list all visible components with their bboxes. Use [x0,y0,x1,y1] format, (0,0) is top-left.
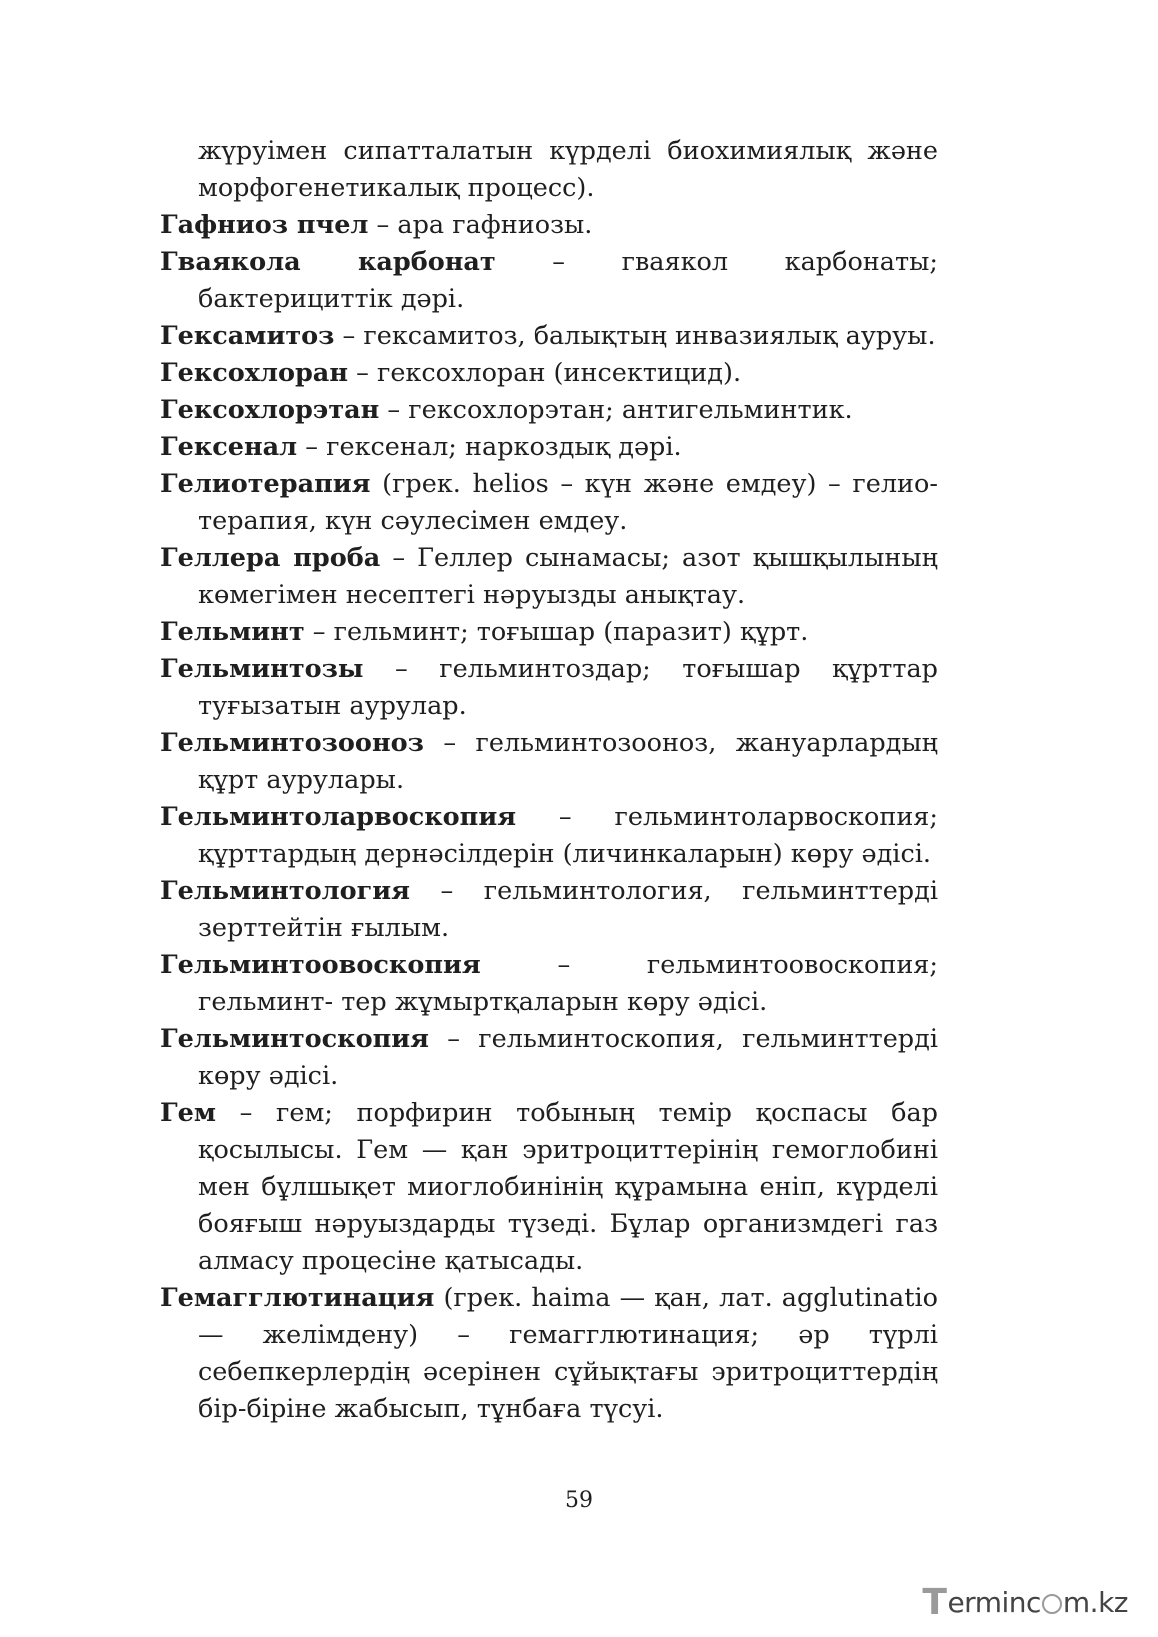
entry-term: Гемагглютинация [160,1283,435,1313]
entry-term: Гексенал [160,432,298,462]
entry-geksohloretan [160,392,938,429]
entry-term: Гельминтология [160,876,411,906]
entry-text: – гельминт; тоғышар (паразит) құрт. [304,617,809,647]
entry-term: Гелиотерапия [160,469,371,499]
entry-gem [160,1095,938,1280]
entry-text: – гексохлоран (инсектицид). [348,358,742,388]
entry-term: Гексохлорэтан [160,395,380,425]
entry-text: – гваякол карбонаты; бактерициттік дәрі. [198,247,938,314]
entry-gelmintozy [160,651,938,725]
watermark-text-suffix: m.kz [1062,1585,1128,1619]
entry-text: – гексенал; наркоздық дәрі. [297,432,682,462]
entry-term: Гафниоз пчел [160,210,369,240]
entry-term: Гельминтоларвоскопия [160,802,517,832]
entry-gelmintoskopiya [160,1021,938,1095]
watermark-t-letter: T [922,1581,947,1623]
entry-gelmintologiya [160,873,938,947]
entry-text: жүруімен сипатталатын күрделі биохимиялық және морфогенетикалық процесс). [198,136,938,203]
entry-term: Геллера проба [160,543,381,573]
entry-term: Гексохлоран [160,358,348,388]
entry-elioterapiya [160,466,938,540]
entry-text: – гексохлорэтан; антигельминтик. [379,395,853,425]
entry-gvayakola-karbonat [160,244,938,318]
entry-text: (грек. helios – күн және емдеу) – гелио- терапия, күн сәулесімен емдеу. [198,469,938,536]
entry-text: – ара гафниозы. [368,210,593,240]
entry-text: – гельминтоскопия, гельминттерді көру әдісі. [198,1024,938,1091]
entry-term: Гельминтоскопия [160,1024,430,1054]
entry-term: Гем [160,1098,216,1128]
entry-gelmintolarvoskopiya [160,799,938,873]
entry-gelmint [160,614,938,651]
dictionary-page-body [160,133,938,1428]
entry-term: Гельминтоовоскопия [160,950,481,980]
entry-term: Гваякола карбонат [160,247,496,277]
entry-geksamitoz [160,318,938,355]
entry-gelmintozoonoz [160,725,938,799]
entry-text: (грек. haima — қан, лат. agglutinatio — желімдену) – гемагглютинация; әр түрлі себепкерлердің әсерінен сұйықтағы эритроциттердің бір-біріне жабысып, тұнбаға түсуі. [198,1283,938,1424]
entry-term: Гельминтозы [160,654,364,684]
entry-term: Гексамитоз [160,321,335,351]
entry-continuation [160,133,938,207]
entry-text: – Геллер сынамасы; азот қышқылының көмегімен несептегі нәруызды анықтау. [198,543,939,610]
entry-text: – гельминтозооноз, жануарлардың құрт аурулары. [198,728,938,795]
entry-text: – гем; порфирин тобының темір қоспасы бар қосылысы. Гем — қан эритроциттерінің гемоглобині мен бұлшықет миоглобинінің құрамына еніп, күрделі бояғыш нәруыздарды түзеді. Бұлар организмдегі газ алмасу процесіне қатысады. [198,1098,938,1276]
entry-term: Гельминт [160,617,305,647]
entry-text: – гельминтоздар; тоғышар құрттар туғызатын аурулар. [198,654,938,721]
entry-gellera-proba [160,540,938,614]
page-number: 59 [565,1488,593,1513]
entry-text: – гельминтология, гельминттерді зерттейтін ғылым. [198,876,938,943]
entry-gafnioz-pchel [160,207,938,244]
magnifier-icon [1042,1594,1062,1614]
entry-term: Гельминтозооноз [160,728,424,758]
entry-text: – гельминтоларвоскопия; құрттардың дернәсілдерін (личинкаларын) көру әдісі. [198,802,938,869]
entry-geksenal [160,429,938,466]
entry-gemagglyutinaciya [160,1280,938,1428]
entry-text: – гельминтоовоскопия; гельминт- тер жұмыртқаларын көру әдісі. [198,950,938,1017]
entry-geksohloran [160,355,938,392]
entry-gelmintoovoskopiya [160,947,938,1021]
watermark-text-middle: erminc [947,1585,1041,1619]
entry-text: – гексамитоз, балықтың инвазиялық ауруы. [334,321,936,351]
termincom-watermark-logo [922,1582,1128,1622]
